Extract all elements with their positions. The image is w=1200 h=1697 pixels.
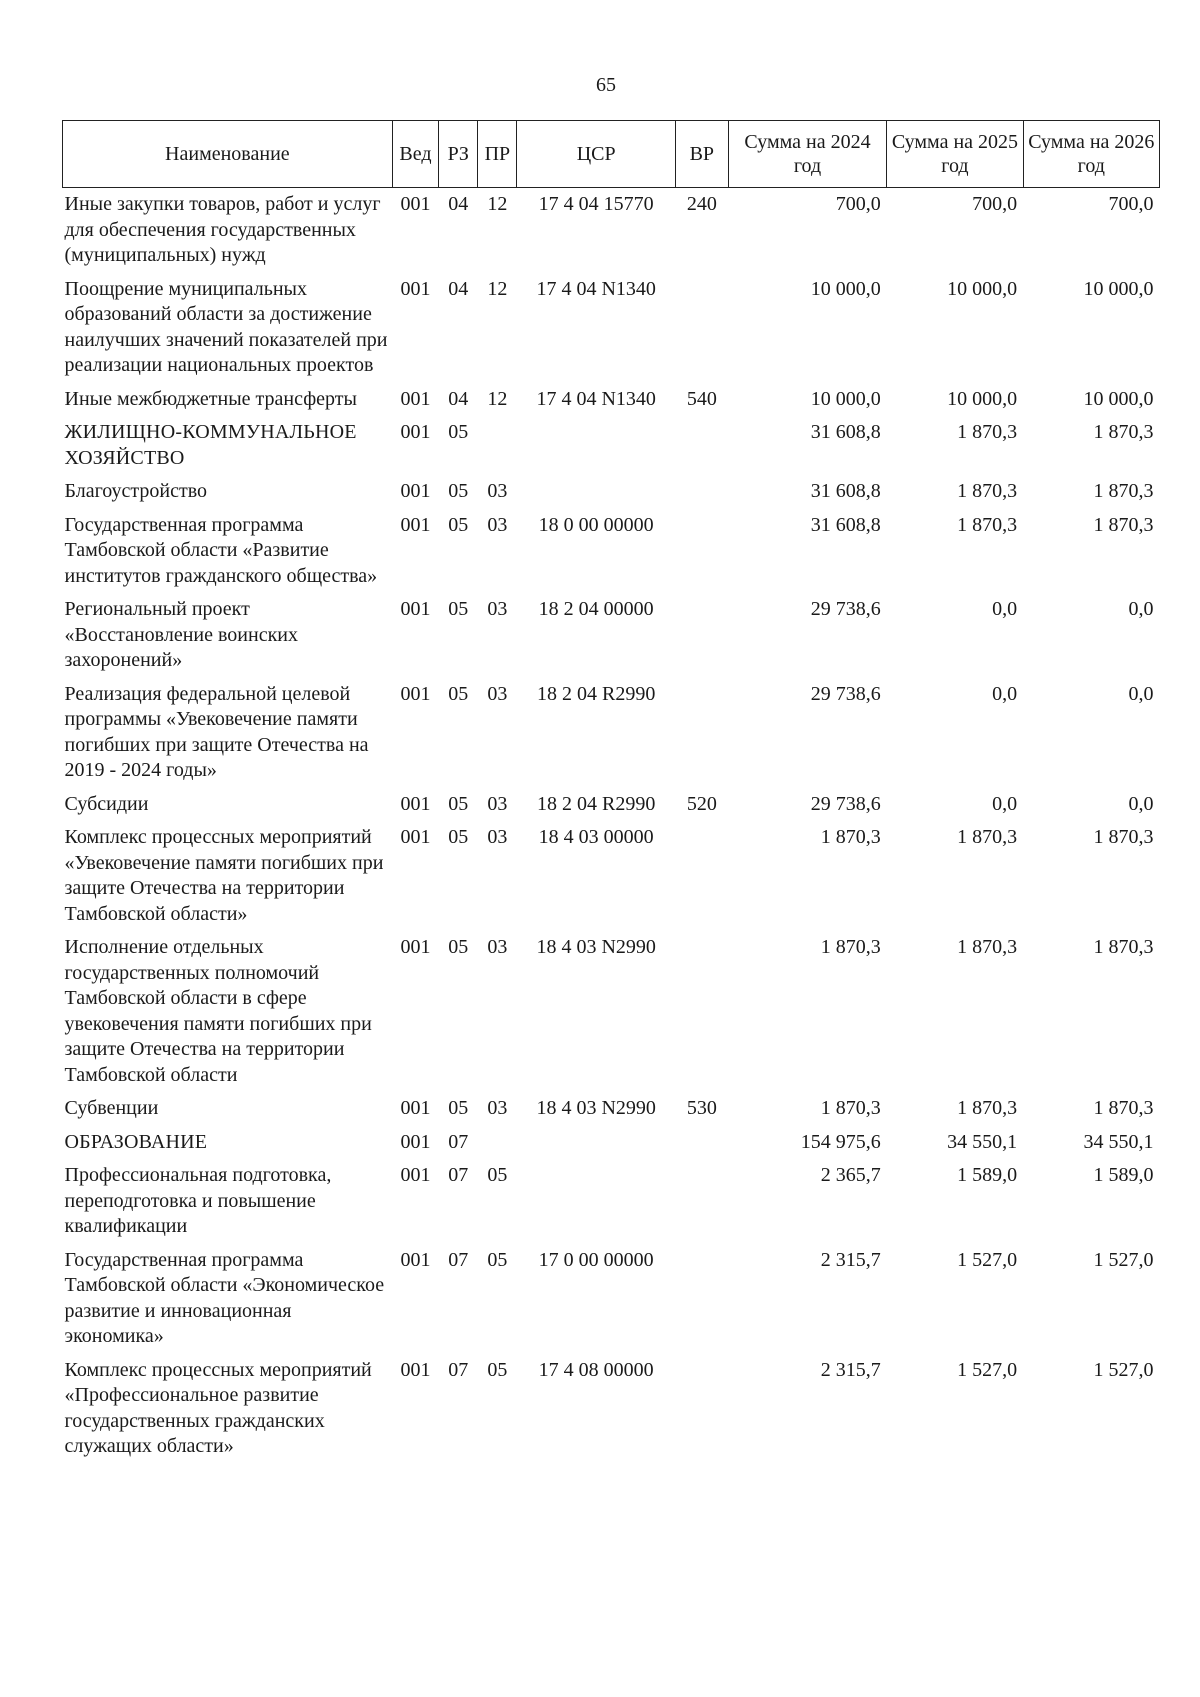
cell-pr: 03 (487, 513, 508, 536)
cell-name: Государственная программа Тамбовской области «Экономическое развитие и инновационная экономика» (64, 1248, 385, 1347)
table-row (63, 931, 1160, 1092)
cell-rz: 05 (448, 936, 469, 958)
cell-rz: 05 (448, 1097, 469, 1119)
cell-ved: 001 (400, 598, 431, 620)
cell-pr: 12 (487, 193, 508, 215)
cell-ved: 001 (400, 1130, 431, 1153)
cell-sum-2025: 1 527,0 (957, 1358, 1018, 1381)
cell-ved: 001 (400, 1164, 431, 1186)
cell-name: Региональный проект «Восстановление воинских захоронений» (64, 598, 298, 671)
cell-pr (478, 1126, 517, 1160)
cell-name: Благоустройство (64, 480, 208, 502)
cell-rz: 04 (448, 387, 469, 410)
table-row (63, 383, 1160, 417)
cell-sum-2025: 10 000,0 (947, 387, 1018, 410)
cell-csr: 18 2 04 R2990 (536, 682, 656, 705)
cell-vr (675, 1244, 728, 1354)
cell-name: Комплекс процессных мероприятий «Увековечение памяти погибших при защите Отечества на территории Тамбовской области» (64, 826, 384, 925)
cell-pr: 03 (487, 480, 508, 502)
cell-rz: 05 (448, 421, 469, 443)
cell-sum-2025: 0,0 (992, 682, 1018, 705)
header-name: Наименование (63, 121, 393, 188)
cell-rz: 07 (448, 1164, 469, 1186)
budget-table (62, 120, 1160, 1464)
cell-sum-2024: 154 975,6 (800, 1130, 881, 1153)
cell-ved: 001 (400, 193, 431, 215)
cell-pr: 03 (487, 792, 508, 815)
cell-csr (517, 475, 676, 509)
cell-vr: 540 (686, 387, 717, 410)
cell-pr: 03 (487, 1097, 508, 1119)
page-number: 65 (596, 74, 616, 96)
cell-ved: 001 (400, 421, 431, 443)
header-csr: ЦСР (517, 121, 676, 188)
header-sum-2025: Сумма на 2025 год (887, 121, 1023, 188)
cell-csr (517, 416, 676, 475)
cell-rz: 05 (448, 682, 469, 705)
table-row (63, 273, 1160, 383)
cell-rz: 07 (448, 1130, 469, 1153)
cell-csr: 17 4 04 15770 (538, 193, 654, 215)
header-ved: Вед (392, 121, 439, 188)
cell-vr (675, 1126, 728, 1160)
cell-ved: 001 (400, 513, 431, 536)
cell-pr: 12 (487, 387, 508, 410)
cell-csr: 18 2 04 00000 (538, 598, 654, 620)
header-sum-2024: Сумма на 2024 год (728, 121, 887, 188)
cell-sum-2026: 10 000,0 (1083, 277, 1154, 300)
cell-sum-2025: 700,0 (972, 193, 1018, 215)
table-row (63, 475, 1160, 509)
cell-name: Субвенции (64, 1097, 159, 1119)
cell-sum-2024: 29 738,6 (810, 682, 881, 705)
cell-ved: 001 (400, 1248, 431, 1271)
cell-vr: 240 (686, 193, 717, 215)
cell-sum-2024: 1 870,3 (820, 936, 881, 958)
cell-sum-2026: 34 550,1 (1083, 1130, 1154, 1153)
cell-name: ЖИЛИЩНО-КОММУНАЛЬНОЕ ХОЗЯЙСТВО (64, 421, 357, 469)
cell-pr: 12 (487, 277, 508, 300)
cell-sum-2026: 1 870,3 (1093, 1097, 1154, 1119)
cell-ved: 001 (400, 682, 431, 705)
cell-name: ОБРАЗОВАНИЕ (64, 1130, 208, 1153)
cell-sum-2025: 1 870,3 (957, 1097, 1018, 1119)
cell-pr: 05 (487, 1358, 508, 1381)
cell-vr (675, 273, 728, 383)
cell-rz: 05 (448, 598, 469, 620)
cell-vr (675, 509, 728, 594)
cell-sum-2025: 10 000,0 (947, 277, 1018, 300)
cell-csr (517, 1126, 676, 1160)
cell-vr (675, 931, 728, 1092)
cell-sum-2026: 1 527,0 (1093, 1358, 1154, 1381)
cell-pr: 05 (487, 1248, 508, 1271)
cell-sum-2025: 1 870,3 (957, 513, 1018, 536)
cell-sum-2026: 10 000,0 (1083, 387, 1154, 410)
cell-name: Иные межбюджетные трансферты (64, 387, 357, 410)
cell-rz: 07 (448, 1248, 469, 1271)
cell-sum-2024: 2 315,7 (820, 1358, 881, 1381)
cell-name: Поощрение муниципальных образований области за достижение наилучших значений показателей при реализации национальных проектов (64, 277, 388, 376)
table-body (63, 188, 1160, 1464)
cell-sum-2026: 0,0 (1128, 682, 1154, 705)
cell-sum-2026: 1 870,3 (1093, 826, 1154, 848)
cell-ved: 001 (400, 387, 431, 410)
cell-name: Комплекс процессных мероприятий «Профессиональное развитие государственных гражданских служащих области» (64, 1358, 372, 1457)
cell-sum-2026: 1 870,3 (1093, 936, 1154, 958)
cell-name: Субсидии (64, 792, 149, 815)
cell-name: Государственная программа Тамбовской области «Развитие институтов гражданского общества» (64, 513, 378, 587)
cell-sum-2025: 0,0 (992, 792, 1018, 815)
cell-rz: 07 (448, 1358, 469, 1381)
cell-rz: 04 (448, 277, 469, 300)
cell-csr: 18 4 03 00000 (538, 826, 654, 848)
cell-sum-2025: 1 870,3 (957, 480, 1018, 502)
cell-sum-2026: 1 589,0 (1093, 1164, 1154, 1186)
cell-vr (675, 1159, 728, 1244)
cell-sum-2025: 1 870,3 (957, 421, 1018, 443)
cell-pr: 03 (487, 826, 508, 848)
cell-sum-2025: 1 870,3 (957, 936, 1018, 958)
cell-csr: 17 4 04 N1340 (536, 277, 656, 300)
cell-name: Профессиональная подготовка, переподготовка и повышение квалификации (64, 1164, 332, 1237)
cell-sum-2026: 1 870,3 (1093, 513, 1154, 536)
cell-sum-2024: 1 870,3 (820, 1097, 881, 1119)
cell-sum-2026: 700,0 (1108, 193, 1154, 215)
cell-rz: 05 (448, 826, 469, 848)
table-row (63, 1244, 1160, 1354)
table-row (63, 188, 1160, 273)
cell-pr (478, 416, 517, 475)
header-pr: ПР (478, 121, 517, 188)
cell-sum-2024: 10 000,0 (810, 277, 881, 300)
cell-name: Иные закупки товаров, работ и услуг для обеспечения государственных (муниципальных) нужд (64, 193, 381, 266)
cell-rz: 05 (448, 792, 469, 815)
table-row (63, 416, 1160, 475)
cell-sum-2025: 1 589,0 (957, 1164, 1018, 1186)
cell-rz: 05 (448, 513, 469, 536)
cell-pr: 05 (487, 1164, 508, 1186)
cell-csr: 18 4 03 N2990 (536, 1097, 656, 1119)
table-header-row (63, 121, 1160, 188)
cell-ved: 001 (400, 936, 431, 958)
cell-pr: 03 (487, 682, 508, 705)
cell-sum-2024: 2 315,7 (820, 1248, 881, 1271)
cell-sum-2024: 31 608,8 (810, 421, 881, 443)
cell-sum-2024: 29 738,6 (810, 598, 881, 620)
cell-rz: 05 (448, 480, 469, 502)
cell-ved: 001 (400, 792, 431, 815)
cell-vr (675, 416, 728, 475)
cell-sum-2024: 1 870,3 (820, 826, 881, 848)
header-rz: РЗ (439, 121, 478, 188)
cell-sum-2024: 31 608,8 (810, 513, 881, 536)
cell-csr: 17 4 04 N1340 (536, 387, 656, 410)
cell-sum-2024: 31 608,8 (810, 480, 881, 502)
cell-ved: 001 (400, 1097, 431, 1119)
table-row (63, 593, 1160, 678)
cell-rz: 04 (448, 193, 469, 215)
table-row (63, 1159, 1160, 1244)
cell-csr (517, 1159, 676, 1244)
cell-vr (675, 1354, 728, 1464)
table-row (63, 1092, 1160, 1126)
header-vr: ВР (675, 121, 728, 188)
cell-ved: 001 (400, 277, 431, 300)
cell-name: Исполнение отдельных государственных полномочий Тамбовской области в сфере увековечения памяти погибших при защите Отечества на территории Тамбовской области (64, 936, 372, 1086)
cell-name: Реализация федеральной целевой программы «Увековечение памяти погибших при защите Отечества на 2019 - 2024 годы» (64, 682, 369, 781)
cell-sum-2025: 1 870,3 (957, 826, 1018, 848)
cell-sum-2025: 0,0 (992, 598, 1018, 620)
cell-sum-2026: 1 870,3 (1093, 421, 1154, 443)
cell-vr: 520 (686, 792, 717, 815)
cell-vr (675, 475, 728, 509)
cell-sum-2024: 700,0 (835, 193, 881, 215)
cell-csr: 18 2 04 R2990 (536, 792, 656, 815)
cell-sum-2026: 0,0 (1128, 598, 1154, 620)
cell-sum-2026: 1 870,3 (1093, 480, 1154, 502)
cell-pr: 03 (487, 598, 508, 620)
cell-sum-2025: 1 527,0 (957, 1248, 1018, 1271)
table-row (63, 1354, 1160, 1464)
table-row (63, 509, 1160, 594)
cell-csr: 18 4 03 N2990 (536, 936, 656, 958)
table-row (63, 678, 1160, 788)
cell-ved: 001 (400, 480, 431, 502)
cell-ved: 001 (400, 1358, 431, 1381)
cell-sum-2024: 2 365,7 (820, 1164, 881, 1186)
cell-sum-2024: 10 000,0 (810, 387, 881, 410)
table-row (63, 788, 1160, 822)
cell-vr (675, 821, 728, 931)
cell-vr (675, 593, 728, 678)
cell-csr: 17 4 08 00000 (538, 1358, 654, 1381)
cell-sum-2026: 1 527,0 (1093, 1248, 1154, 1271)
cell-sum-2026: 0,0 (1128, 792, 1154, 815)
cell-vr (675, 678, 728, 788)
cell-ved: 001 (400, 826, 431, 848)
header-sum-2026: Сумма на 2026 год (1023, 121, 1159, 188)
cell-vr: 530 (686, 1097, 717, 1119)
cell-csr: 17 0 00 00000 (538, 1248, 654, 1271)
cell-sum-2025: 34 550,1 (947, 1130, 1018, 1153)
table-row (63, 1126, 1160, 1160)
cell-csr: 18 0 00 00000 (538, 513, 654, 536)
table-row (63, 821, 1160, 931)
cell-pr: 03 (487, 936, 508, 958)
cell-sum-2024: 29 738,6 (810, 792, 881, 815)
